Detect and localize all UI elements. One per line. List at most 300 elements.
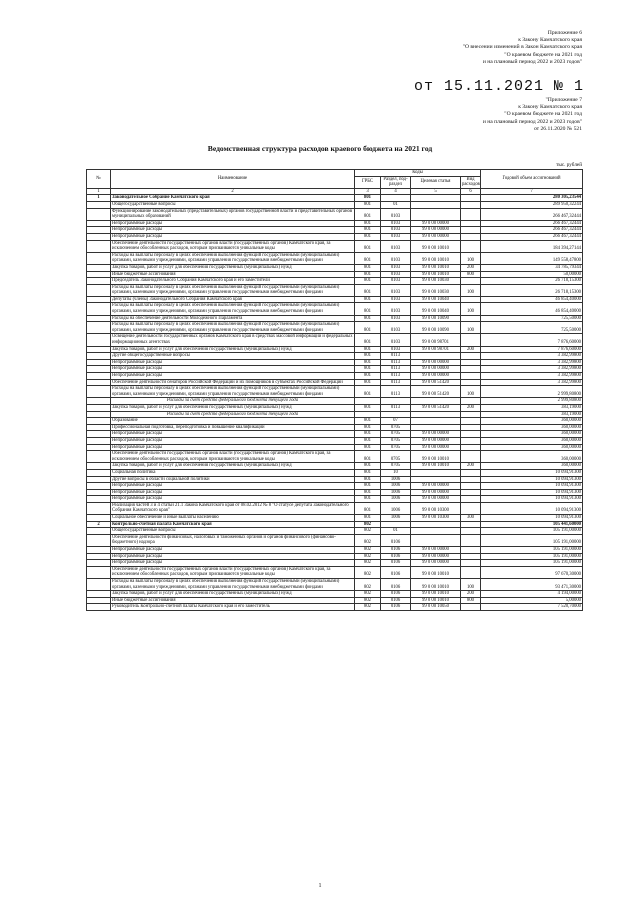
row-grbs: 801	[355, 359, 381, 366]
row-sum: 10 094,91300	[481, 483, 583, 490]
table-row	[87, 366, 583, 373]
row-celevaya: 99 0 00 10010	[411, 271, 461, 278]
table-row	[87, 220, 583, 227]
row-celevaya	[411, 411, 461, 418]
row-razdel: 07	[381, 418, 411, 425]
row-sum: 5,00000	[481, 597, 583, 604]
row-celevaya: 99 0 00 00000	[411, 437, 461, 444]
appendix-line: и на плановый период 2022 и 2023 годов"	[482, 118, 582, 125]
row-name: Обеспечение деятельности государственных органов власти (государственных органов) Камчатского края, за исключением обособленных расходов, которым присваиваются уникальные коды	[111, 451, 355, 463]
row-razdel: 0113	[381, 379, 411, 386]
row-number	[87, 411, 111, 418]
row-grbs: 801	[355, 233, 381, 240]
row-grbs: 801	[355, 201, 381, 208]
row-vid	[461, 233, 481, 240]
row-vid	[461, 534, 481, 546]
row-celevaya	[411, 476, 461, 483]
row-name: Расходы на выплаты персоналу в целях обеспечения выполнения функций государственными (муниципальными) органами, казенными учреждениями, органами управления государственными внебюджетными фондами	[111, 303, 355, 315]
row-razdel: 1006	[381, 476, 411, 483]
table-row	[87, 591, 583, 598]
row-name: Расходы за счет средств федерального бюджета текущего года	[111, 411, 355, 418]
row-razdel: 0705	[381, 451, 411, 463]
row-vid	[461, 424, 481, 431]
row-grbs: 801	[355, 252, 381, 264]
row-grbs: 801	[355, 220, 381, 227]
row-name: Закупка товаров, работ и услуг для обеспечения государственных (муниципальных) нужд	[111, 346, 355, 353]
row-grbs: 801	[355, 322, 381, 334]
row-razdel: 0103	[381, 233, 411, 240]
table-row	[87, 404, 583, 411]
row-grbs: 801	[355, 353, 381, 360]
row-razdel: 0106	[381, 553, 411, 560]
table-row	[87, 271, 583, 278]
row-vid: 200	[461, 264, 481, 271]
row-number	[87, 233, 111, 240]
row-name: Непрограммные расходы	[111, 437, 355, 444]
row-celevaya: 99 0 00 10300	[411, 502, 461, 514]
header-vid: Вид расходов	[462, 176, 480, 188]
column-numbers-row	[87, 188, 583, 195]
row-name: Непрограммные расходы	[111, 359, 355, 366]
row-number	[87, 220, 111, 227]
row-name: Контрольно-счетная палата Камчатского края	[111, 521, 355, 528]
row-grbs: 801	[355, 489, 381, 496]
row-razdel: 1006	[381, 483, 411, 490]
row-grbs: 801	[355, 437, 381, 444]
row-grbs: 802	[355, 547, 381, 554]
row-grbs: 802	[355, 591, 381, 598]
row-number	[87, 431, 111, 438]
row-grbs: 802	[355, 604, 381, 611]
row-number	[87, 284, 111, 296]
row-vid	[461, 547, 481, 554]
row-celevaya	[411, 424, 461, 431]
row-name: Непрограммные расходы	[111, 483, 355, 490]
row-celevaya	[411, 528, 461, 535]
row-celevaya	[411, 521, 461, 528]
row-sum: 2 999,80800	[481, 398, 583, 405]
row-grbs: 802	[355, 579, 381, 591]
row-razdel: 0113	[381, 359, 411, 366]
row-number	[87, 463, 111, 470]
row-grbs: 802	[355, 553, 381, 560]
row-vid	[461, 201, 481, 208]
row-grbs: 801	[355, 208, 381, 220]
row-sum: 3 382,99800	[481, 353, 583, 360]
row-razdel: 0103	[381, 252, 411, 264]
row-grbs: 801	[355, 515, 381, 522]
row-vid	[461, 553, 481, 560]
row-vid: 200	[461, 346, 481, 353]
row-vid: 100	[461, 386, 481, 398]
row-number	[87, 386, 111, 398]
row-razdel: 0103	[381, 278, 411, 285]
row-name: Непрограммные расходы	[111, 489, 355, 496]
row-celevaya: 99 0 00 10090	[411, 322, 461, 334]
table-row	[87, 346, 583, 353]
table-row	[87, 252, 583, 264]
row-celevaya	[411, 195, 461, 202]
row-number	[87, 476, 111, 483]
row-vid	[461, 315, 481, 322]
row-razdel: 0103	[381, 284, 411, 296]
table-row	[87, 560, 583, 567]
row-razdel: 1006	[381, 515, 411, 522]
table-row	[87, 489, 583, 496]
row-razdel: 0106	[381, 560, 411, 567]
row-sum: 360,00000	[481, 437, 583, 444]
row-vid	[461, 566, 481, 578]
row-celevaya: 99 0 00 00000	[411, 553, 461, 560]
row-grbs: 801	[355, 227, 381, 234]
row-celevaya: 99 0 00 10050	[411, 604, 461, 611]
row-vid	[461, 411, 481, 418]
row-number	[87, 227, 111, 234]
row-grbs: 801	[355, 469, 381, 476]
row-name: Профессиональная подготовка, переподготовка и повышение квалификации	[111, 424, 355, 431]
row-celevaya	[411, 201, 461, 208]
row-name: Закупка товаров, работ и услуг для обеспечения государственных (муниципальных) нужд	[111, 463, 355, 470]
appendix-line: от 26.11.2020 № 521	[533, 125, 582, 132]
table-row	[87, 521, 583, 528]
row-razdel: 0113	[381, 366, 411, 373]
row-vid	[461, 366, 481, 373]
row-celevaya: 99 0 00 00000	[411, 489, 461, 496]
header-num: №	[87, 170, 111, 189]
row-grbs: 801	[355, 424, 381, 431]
row-celevaya: 99 0 00 51420	[411, 386, 461, 398]
row-celevaya: 99 0 00 00000	[411, 233, 461, 240]
table-row	[87, 515, 583, 522]
row-number	[87, 271, 111, 278]
row-vid: 200	[461, 463, 481, 470]
row-grbs: 801	[355, 264, 381, 271]
row-razdel: 0106	[381, 547, 411, 554]
header-sum: Годовой объем ассигнований	[481, 170, 583, 189]
row-razdel: 0113	[381, 404, 411, 411]
row-number: 1	[87, 195, 111, 202]
row-name: Непрограммные расходы	[111, 560, 355, 567]
row-number	[87, 315, 111, 322]
table-row	[87, 566, 583, 578]
table-row	[87, 496, 583, 503]
row-sum: 360,00000	[481, 431, 583, 438]
row-name: Непрограммные расходы	[111, 444, 355, 451]
row-vid: 100	[461, 322, 481, 334]
row-vid	[461, 195, 481, 202]
row-razdel: 0103	[381, 315, 411, 322]
row-sum: 725,50000	[481, 315, 583, 322]
row-sum: 360,00000	[481, 463, 583, 470]
row-razdel: 0705	[381, 424, 411, 431]
row-celevaya: 99 0 00 10010	[411, 451, 461, 463]
row-vid: 800	[461, 271, 481, 278]
row-sum: 50,00000	[481, 271, 583, 278]
row-razdel: 0103	[381, 208, 411, 220]
row-sum: 266 467,32444	[481, 233, 583, 240]
row-celevaya	[411, 534, 461, 546]
row-vid	[461, 418, 481, 425]
row-name: Закупка товаров, работ и услуг для обеспечения государственных (муниципальных) нужд	[111, 591, 355, 598]
row-name: Иные бюджетные ассигнования	[111, 597, 355, 604]
column-number: 3	[355, 188, 381, 195]
table-row	[87, 373, 583, 380]
appendix-line: Приложение 6	[547, 30, 582, 36]
row-name: Расходы на выплаты персоналу в целях обеспечения выполнения функций государственными (муниципальными) органами, казенными учреждениями, органами управления государственными внебюджетными фондами	[111, 284, 355, 296]
row-number	[87, 366, 111, 373]
row-sum: 266 467,32444	[481, 220, 583, 227]
table-row	[87, 528, 583, 535]
row-name: Общегосударственные вопросы	[111, 201, 355, 208]
row-vid	[461, 334, 481, 346]
row-razdel: 10	[381, 469, 411, 476]
row-celevaya: 99 0 00 10010	[411, 264, 461, 271]
row-grbs: 801	[355, 476, 381, 483]
column-number: 1	[87, 188, 111, 195]
row-grbs: 802	[355, 560, 381, 567]
row-name: Расходы на выплаты персоналу в целях обеспечения выполнения функций государственными (муниципальными) органами, казенными учреждениями, органами управления государственными внебюджетными фондами	[111, 579, 355, 591]
row-celevaya: 99 0 00 10030	[411, 284, 461, 296]
row-number	[87, 597, 111, 604]
row-celevaya: 99 0 00 10040	[411, 296, 461, 303]
row-razdel: 0106	[381, 534, 411, 546]
row-sum: 10 094,91300	[481, 515, 583, 522]
row-sum: 105 191,00000	[481, 553, 583, 560]
table-row	[87, 227, 583, 234]
row-sum: 10 094,91300	[481, 489, 583, 496]
table-row	[87, 233, 583, 240]
row-name: Социальное обеспечение и иные выплаты населению	[111, 515, 355, 522]
table-row	[87, 418, 583, 425]
row-grbs: 802	[355, 566, 381, 578]
amendment-stamp: от 15.11.2021 № 1	[413, 78, 584, 95]
row-name: Непрограммные расходы	[111, 233, 355, 240]
row-razdel: 01	[381, 201, 411, 208]
row-grbs: 801	[355, 444, 381, 451]
row-sum: 3 382,99800	[481, 359, 583, 366]
table-row	[87, 431, 583, 438]
row-number	[87, 483, 111, 490]
row-sum: 360,00000	[481, 424, 583, 431]
row-vid	[461, 528, 481, 535]
row-razdel: 0113	[381, 353, 411, 360]
row-grbs: 801	[355, 379, 381, 386]
header-name: Наименование	[111, 170, 355, 189]
row-sum: 3 382,99800	[481, 373, 583, 380]
row-number	[87, 373, 111, 380]
row-celevaya	[411, 398, 461, 405]
row-vid	[461, 208, 481, 220]
row-number	[87, 502, 111, 514]
row-grbs: 801	[355, 195, 381, 202]
table-row	[87, 553, 583, 560]
table-body	[87, 195, 583, 611]
appendix-line: "О краевом бюджете на 2021 год	[504, 51, 582, 58]
row-number	[87, 566, 111, 578]
row-number	[87, 208, 111, 220]
row-grbs: 801	[355, 373, 381, 380]
row-number	[87, 359, 111, 366]
row-name: Реализация частей 3 и 4 статьи 21.1 Закона Камчатского края от 08.02.2012 № 8 "О статусе депутата Законодательного Собрания Камчатского края"	[111, 502, 355, 514]
row-razdel: 0705	[381, 444, 411, 451]
row-celevaya: 99 0 00 10040	[411, 303, 461, 315]
row-grbs: 801	[355, 296, 381, 303]
row-name: Непрограммные расходы	[111, 227, 355, 234]
header-codes: Коды	[355, 170, 481, 177]
row-grbs	[355, 398, 381, 405]
row-celevaya: 99 0 00 10010	[411, 240, 461, 252]
table-row	[87, 411, 583, 418]
column-number: 7	[481, 188, 583, 195]
row-razdel: 1006	[381, 502, 411, 514]
row-name: Непрограммные расходы	[111, 220, 355, 227]
row-celevaya	[411, 208, 461, 220]
row-grbs: 801	[355, 431, 381, 438]
row-grbs	[355, 411, 381, 418]
row-sum: 46 854,40000	[481, 303, 583, 315]
row-razdel	[381, 195, 411, 202]
row-razdel: 0103	[381, 334, 411, 346]
row-vid	[461, 604, 481, 611]
row-vid	[461, 476, 481, 483]
table-row	[87, 604, 583, 611]
column-number: 5	[411, 188, 461, 195]
row-name: Обеспечение деятельности сенаторов Российской Федерации и их помощников в субъектах Российской Федерации	[111, 379, 355, 386]
row-sum: 46 854,40000	[481, 296, 583, 303]
table-row	[87, 303, 583, 315]
row-number	[87, 451, 111, 463]
row-vid: 100	[461, 303, 481, 315]
row-sum: 10 094,91300	[481, 476, 583, 483]
row-name: Непрограммные расходы	[111, 547, 355, 554]
row-razdel: 0705	[381, 431, 411, 438]
row-name: Другие вопросы в области социальной политики	[111, 476, 355, 483]
row-vid	[461, 359, 481, 366]
table-row	[87, 278, 583, 285]
row-name: Другие общегосударственные вопросы	[111, 353, 355, 360]
row-sum: 266 467,32444	[481, 208, 583, 220]
row-number	[87, 418, 111, 425]
table-row	[87, 386, 583, 398]
row-celevaya: 99 0 00 00000	[411, 483, 461, 490]
row-name: Расходы на обеспечение деятельности Молодежного Парламента	[111, 315, 355, 322]
row-celevaya: 99 0 00 00000	[411, 431, 461, 438]
row-celevaya: 99 0 00 00000	[411, 227, 461, 234]
row-number	[87, 528, 111, 535]
header-celevaya: Целевая статья	[411, 176, 461, 188]
row-vid: 200	[461, 591, 481, 598]
table-row	[87, 334, 583, 346]
row-grbs: 801	[355, 284, 381, 296]
row-grbs: 801	[355, 334, 381, 346]
row-razdel	[381, 411, 411, 418]
row-razdel: 0106	[381, 566, 411, 578]
row-number	[87, 252, 111, 264]
row-sum: 4 194,00000	[481, 591, 583, 598]
row-number	[87, 379, 111, 386]
row-razdel: 0113	[381, 373, 411, 380]
row-number	[87, 560, 111, 567]
table-row	[87, 469, 583, 476]
row-name: Непрограммные расходы	[111, 431, 355, 438]
row-sum: 10 094,91300	[481, 502, 583, 514]
row-name: Обеспечение деятельности государственных органов власти (государственных органов) Камчатского края, за исключением обособленных расходов, которым присваиваются уникальные коды	[111, 240, 355, 252]
row-celevaya: 99 0 00 10010	[411, 566, 461, 578]
row-name: Расходы на выплаты персоналу в целях обеспечения выполнения функций государственными (муниципальными) органами, казенными учреждениями, органами управления государственными внебюджетными фондами	[111, 322, 355, 334]
row-vid	[461, 353, 481, 360]
row-sum: 149 558,47800	[481, 252, 583, 264]
table-row	[87, 547, 583, 554]
row-celevaya: 99 0 00 10010	[411, 579, 461, 591]
row-celevaya: 99 0 00 00000	[411, 373, 461, 380]
row-grbs: 801	[355, 496, 381, 503]
table-row	[87, 476, 583, 483]
appendix-line: "Приложение 7	[545, 97, 582, 103]
row-sum: 289 950,32244	[481, 201, 583, 208]
row-sum: 360,00000	[481, 418, 583, 425]
row-celevaya: 99 0 00 98701	[411, 334, 461, 346]
row-name: Председатель Законодательного Собрания Камчатского края и его заместители	[111, 278, 355, 285]
row-sum: 383,19000	[481, 404, 583, 411]
row-vid	[461, 296, 481, 303]
row-sum: 3 382,99800	[481, 366, 583, 373]
budget-table	[86, 169, 583, 611]
table-row	[87, 208, 583, 220]
row-razdel: 1006	[381, 489, 411, 496]
table-row	[87, 451, 583, 463]
row-number	[87, 604, 111, 611]
row-razdel: 1006	[381, 496, 411, 503]
row-grbs: 801	[355, 418, 381, 425]
row-vid	[461, 240, 481, 252]
row-vid: 200	[461, 404, 481, 411]
row-number	[87, 404, 111, 411]
row-razdel: 0103	[381, 346, 411, 353]
table-row	[87, 322, 583, 334]
row-razdel: 0106	[381, 604, 411, 611]
row-name: Обеспечение деятельности финансовых, налоговых и таможенных органов и органов финансового (финансово-бюджетного) надзора	[111, 534, 355, 546]
row-celevaya: 99 0 00 10030	[411, 278, 461, 285]
row-grbs: 802	[355, 528, 381, 535]
row-celevaya: 99 0 00 00000	[411, 366, 461, 373]
row-vid	[461, 489, 481, 496]
table-row	[87, 579, 583, 591]
appendix-line: "О краевом бюджете на 2021 год	[504, 111, 582, 118]
row-vid	[461, 483, 481, 490]
appendix-line: к Закону Камчатского края	[518, 37, 582, 44]
row-sum: 2 999,80800	[481, 386, 583, 398]
row-sum: 105 191,00000	[481, 547, 583, 554]
row-razdel: 0705	[381, 463, 411, 470]
row-name: Законодательное Собрание Камчатского края	[111, 195, 355, 202]
row-vid	[461, 220, 481, 227]
table-row	[87, 534, 583, 546]
row-vid	[461, 278, 481, 285]
row-number	[87, 303, 111, 315]
row-name: Расходы на выплаты персоналу в целях обеспечения выполнения функций государственными (муниципальными) органами, казенными учреждениями, органами управления государственными внебюджетными фондами	[111, 252, 355, 264]
row-number	[87, 437, 111, 444]
row-sum: 3 382,99800	[481, 379, 583, 386]
row-number	[87, 496, 111, 503]
row-name: Непрограммные расходы	[111, 553, 355, 560]
table-row	[87, 463, 583, 470]
row-grbs: 801	[355, 502, 381, 514]
row-celevaya: 99 0 00 00000	[411, 359, 461, 366]
row-grbs: 801	[355, 404, 381, 411]
row-celevaya: 99 0 00 00000	[411, 444, 461, 451]
row-razdel	[381, 398, 411, 405]
row-number	[87, 201, 111, 208]
